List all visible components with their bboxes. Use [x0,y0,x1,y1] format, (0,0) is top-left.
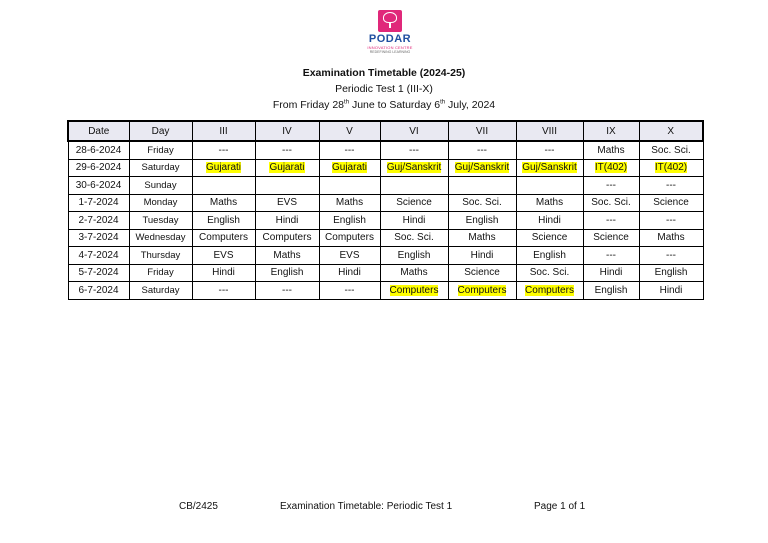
table-cell: Hindi [319,264,380,282]
table-cell [448,177,516,195]
table-cell [639,159,703,177]
table-cell: 2-7-2024 [68,212,129,230]
table-cell: Maths [639,229,703,247]
highlighted-subject: Guj/Sanskrit [522,162,577,174]
table-cell: --- [516,141,583,159]
school-logo [358,10,422,56]
table-cell: EVS [319,247,380,265]
table-cell: --- [255,141,319,159]
table-cell: --- [192,282,255,300]
table-row [68,247,703,265]
table-cell: Maths [448,229,516,247]
column-header: IV [255,121,319,141]
table-cell: Science [380,194,448,212]
column-header: III [192,121,255,141]
column-header: VIII [516,121,583,141]
highlighted-subject: Gujarati [331,162,367,174]
table-cell: 5-7-2024 [68,264,129,282]
column-header: VI [380,121,448,141]
table-cell: English [319,212,380,230]
table-cell: 3-7-2024 [68,229,129,247]
table-cell: --- [319,282,380,300]
table-cell: --- [583,212,639,230]
table-cell: --- [380,141,448,159]
table-cell: Maths [192,194,255,212]
column-header: V [319,121,380,141]
timetable [67,120,704,300]
tree-emblem-icon [378,10,402,32]
table-cell: Hindi [516,212,583,230]
logo-name: PODAR [368,33,412,45]
table-cell: Monday [129,194,192,212]
highlighted-subject: Gujarati [205,162,241,174]
table-cell: Soc. Sci. [516,264,583,282]
table-cell [192,159,255,177]
footer-code: CB/2425 [179,501,218,512]
highlighted-subject: IT(402) [594,162,628,174]
table-cell [319,159,380,177]
table-cell: Thursday [129,247,192,265]
table-cell: Hindi [255,212,319,230]
table-cell: English [192,212,255,230]
logo-subtitle: INNOVATION CENTRE [367,45,413,50]
table-cell: English [448,212,516,230]
table-cell: English [380,247,448,265]
column-header: Date [68,121,129,141]
table-cell: EVS [192,247,255,265]
table-cell: Science [516,229,583,247]
table-cell [583,159,639,177]
highlighted-subject: Computers [525,284,574,296]
highlighted-subject: IT(402) [654,162,688,174]
table-row [68,229,703,247]
table-cell: --- [583,177,639,195]
table-cell: Maths [319,194,380,212]
table-cell: 29-6-2024 [68,159,129,177]
highlighted-subject: Guj/Sanskrit [454,162,510,174]
table-cell [516,159,583,177]
column-header: VII [448,121,516,141]
table-cell: Science [448,264,516,282]
logo-tagline: REDEFINING LEARNING [369,50,411,54]
table-cell: Soc. Sci. [583,194,639,212]
footer-page: Page 1 of 1 [534,501,586,512]
table-cell: Wednesday [129,229,192,247]
table-cell [255,159,319,177]
table-cell: 1-7-2024 [68,194,129,212]
table-cell: EVS [255,194,319,212]
table-cell: Hindi [448,247,516,265]
table-row [68,282,703,300]
date-range: From Friday 28th June to Saturday 6th July, 2024 [272,99,496,111]
table-cell: 4-7-2024 [68,247,129,265]
table-cell: Maths [583,141,639,159]
table-cell: English [516,247,583,265]
table-cell: English [255,264,319,282]
table-cell: Tuesday [129,212,192,230]
column-header: IX [583,121,639,141]
table-cell: Friday [129,264,192,282]
table-cell: --- [319,141,380,159]
table-row [68,141,703,159]
table-cell: --- [583,247,639,265]
table-cell: Maths [380,264,448,282]
highlighted-subject: Computers [389,284,439,296]
footer-title: Examination Timetable: Periodic Test 1 [280,501,453,512]
table-cell: 30-6-2024 [68,177,129,195]
table-cell: Soc. Sci. [448,194,516,212]
table-cell [319,177,380,195]
table-cell: Science [583,229,639,247]
table-cell: Friday [129,141,192,159]
highlighted-subject: Computers [457,284,507,296]
table-cell [380,177,448,195]
table-cell: Computers [192,229,255,247]
table-cell: Saturday [129,159,192,177]
table-cell [380,159,448,177]
table-row [68,194,703,212]
table-cell: Maths [255,247,319,265]
table-cell [380,282,448,300]
column-header: X [639,121,703,141]
table-cell: Sunday [129,177,192,195]
table-cell: Maths [516,194,583,212]
table-cell [448,159,516,177]
table-cell: --- [192,141,255,159]
table-cell [516,282,583,300]
table-cell: --- [639,212,703,230]
table-cell [448,282,516,300]
table-cell: --- [639,177,703,195]
table-row [68,264,703,282]
table-cell: English [639,264,703,282]
table-header-row [68,121,703,141]
table-cell: Hindi [192,264,255,282]
table-cell: Hindi [583,264,639,282]
table-cell: Soc. Sci. [380,229,448,247]
table-cell: --- [448,141,516,159]
table-cell: 6-7-2024 [68,282,129,300]
column-header: Day [129,121,192,141]
table-cell: --- [255,282,319,300]
table-cell: Hindi [380,212,448,230]
document-title: Examination Timetable (2024-25) [302,67,466,79]
table-cell: Computers [255,229,319,247]
highlighted-subject: Guj/Sanskrit [386,162,442,174]
document-subtitle: Periodic Test 1 (III-X) [335,83,433,95]
table-cell: Hindi [639,282,703,300]
table-cell: Science [639,194,703,212]
table-row [68,177,703,195]
table-cell: Computers [319,229,380,247]
table-cell: Saturday [129,282,192,300]
table-cell: 28-6-2024 [68,141,129,159]
table-cell: --- [639,247,703,265]
table-row [68,212,703,230]
table-cell: Soc. Sci. [639,141,703,159]
table-row [68,159,703,177]
table-cell [255,177,319,195]
table-cell: English [583,282,639,300]
table-cell [192,177,255,195]
table-cell [516,177,583,195]
highlighted-subject: Gujarati [269,162,305,174]
